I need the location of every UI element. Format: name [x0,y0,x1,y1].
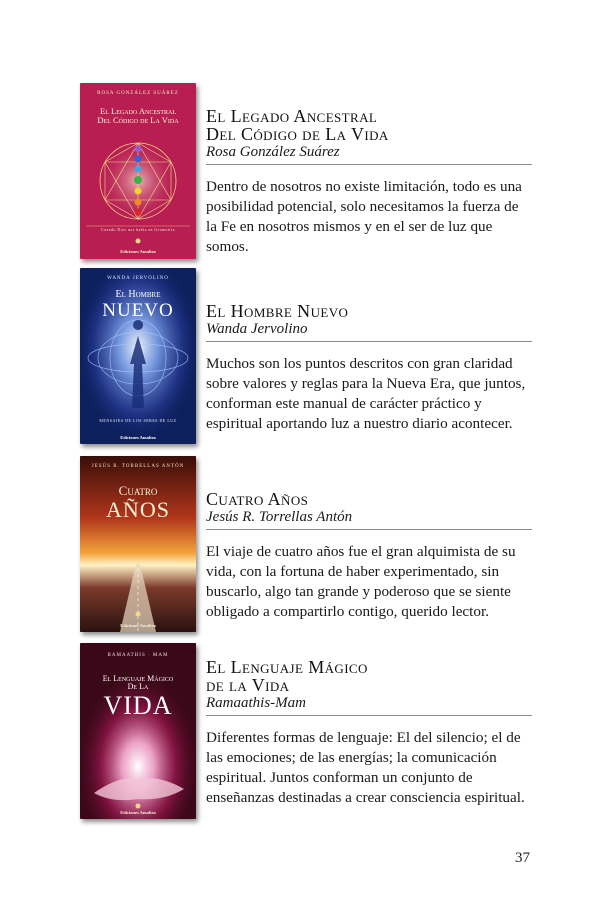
book-entry-legado [80,83,532,261]
book-title [206,658,532,694]
cover-author: JESÚS R. TORRELLAS ANTÓN [91,464,185,469]
book-info [206,490,532,622]
cover-title-line: VIDA [103,690,173,720]
book-cover-hombre-nuevo [80,268,196,444]
book-title-line: de la Vida [206,675,290,695]
book-info [206,107,532,257]
book-description: Muchos son los puntos descritos con gran claridad sobre valores y reglas para la Nueva Era, que juntos, conforman este manual de carácter práctico y espiritual aportando luz a nuestro diario acontecer. [206,355,526,432]
glowing-hand-illustration [80,643,196,819]
book-title [206,107,532,143]
cover-title-line: NUEVO [102,299,174,321]
book-author: Wanda Jervolino [206,320,532,342]
book-description: Dentro de nosotros no existe limitación, todo es una posibilidad potencial, solo necesitamos la fuerza de la Fe en nosotros mismos y en el ser de luz que somos. [206,178,522,255]
cover-author: RAMAATHIS · MAM [107,653,169,658]
book-author: Rosa González Suárez [206,143,532,165]
book-title-line: El Lenguaje Mágico [206,657,368,677]
cover-title-line: AÑOS [106,496,170,522]
cover-title-line: Cuatro [118,483,158,498]
cover-title-line: El Lenguaje Mágico [102,674,174,683]
cover-subtitle: El Viaje del Vagabundo [104,560,172,566]
book-cover-legado [80,83,196,259]
book-cover-lenguaje-magico [80,643,196,819]
cover-publisher: Ediciones Amaltea [120,249,156,254]
book-description: Diferentes formas de lenguaje: El del silencio; el de las emociones; de las energías; la comunicación espiritual. Juntos conforman un conjunto de enseñanzas destinadas a crear consciencia espiritual. [206,729,525,806]
book-title-line: El Hombre Nuevo [206,301,349,321]
cover-subtitle: MENSAJES DE LOS SERES DE LUZ [99,418,177,423]
book-info [206,658,532,808]
book-title-line: El Legado Ancestral [206,106,378,126]
cover-publisher: Ediciones Amaltea [120,623,156,628]
book-author: Jesús R. Torrellas Antón [206,508,532,530]
book-title-line: Del Código de La Vida [206,124,389,144]
cover-publisher: Ediciones Amaltea [120,810,156,815]
cover-title [84,290,192,320]
cover-title [84,484,192,521]
book-entry-cuatro-anos [80,456,532,634]
book-description: El viaje de cuatro años fue el gran alquimista de su vida, con la fortuna de haber experimentado, sin buscarlo, algo tan grande y poderoso que se siente obligado a compartirlo contigo, querido lector. [206,543,516,620]
cover-subtitle: Cuando Dios nos habla en Geometría [101,228,175,232]
cover-title-line: El Hombre [115,289,161,300]
book-info [206,302,532,434]
book-entry-hombre-nuevo [80,268,532,446]
book-entry-lenguaje-magico [80,643,532,821]
cover-publisher: Ediciones Amaltea [120,435,156,440]
book-title [206,490,532,508]
book-title [206,302,532,320]
page-number: 37 [515,850,530,866]
cover-title-line: Del Código de La Vida [97,114,179,125]
cover-title [84,107,192,125]
cover-author: ROSA GONZÁLEZ SUÁREZ [97,91,179,96]
cover-title-line: De La [127,682,149,692]
book-cover-cuatro-anos [80,456,196,632]
cover-author: WANDA JERVOLINO [107,276,169,281]
book-title-line: Cuatro Años [206,489,309,509]
cover-title [84,675,192,719]
book-author: Ramaathis-Mam [206,694,532,716]
cover-title-line: El Legado Ancestral [100,106,176,116]
